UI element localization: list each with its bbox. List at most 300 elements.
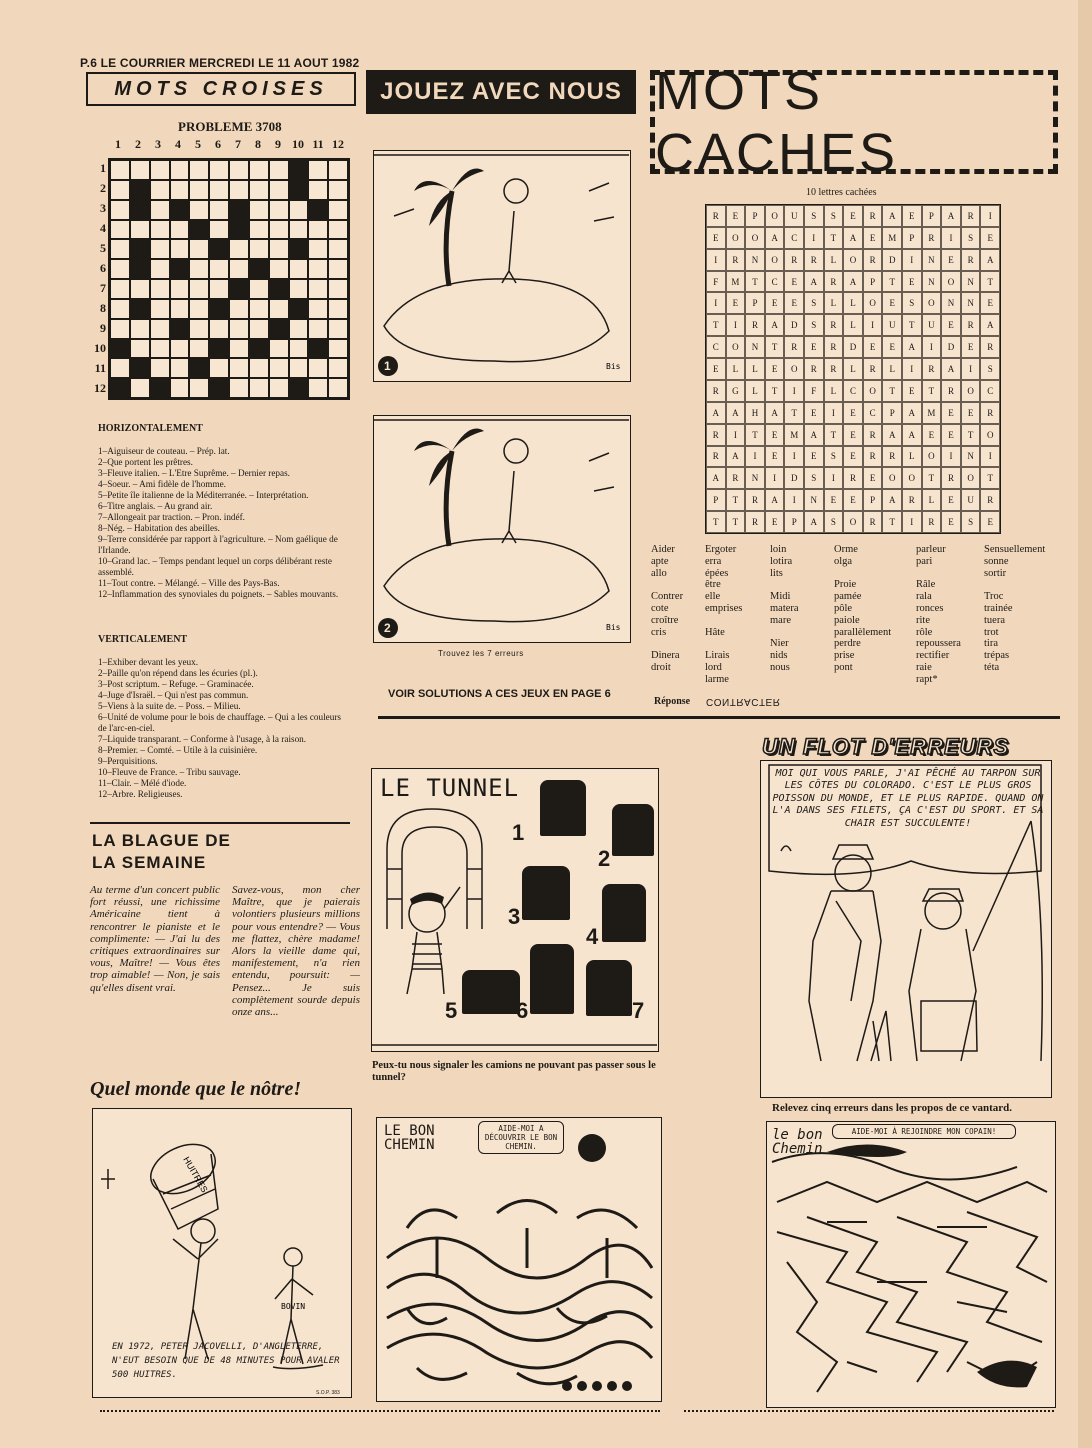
crossword-cell[interactable] [308,299,328,319]
letter-cell[interactable]: I [941,227,961,249]
letter-cell[interactable]: G [726,380,746,402]
letter-cell[interactable]: L [843,358,863,380]
crossword-cell[interactable] [130,319,150,339]
truck-1[interactable] [540,780,586,836]
crossword-cell[interactable] [209,319,229,339]
crossword-cell[interactable] [328,180,348,200]
letter-cell[interactable]: N [961,446,981,468]
letter-cell[interactable]: E [765,424,785,446]
crossword-cell[interactable] [328,358,348,378]
crossword-cell[interactable] [229,200,249,220]
crossword-cell[interactable] [150,279,170,299]
letter-cell[interactable]: L [843,314,863,336]
crossword-cell[interactable] [110,160,130,180]
letter-cell[interactable]: O [726,336,746,358]
crossword-cell[interactable] [308,279,328,299]
crossword-cell[interactable] [170,319,190,339]
letter-cell[interactable]: F [804,380,824,402]
letter-cell[interactable]: R [941,467,961,489]
letter-cell[interactable]: A [882,424,902,446]
crossword-cell[interactable] [308,239,328,259]
crossword-cell[interactable] [189,358,209,378]
letter-cell[interactable]: I [784,446,804,468]
letter-cell[interactable]: L [902,446,922,468]
crossword-cell[interactable] [328,220,348,240]
letter-cell[interactable]: E [843,424,863,446]
letter-cell[interactable]: E [843,489,863,511]
crossword-cell[interactable] [249,239,269,259]
crossword-cell[interactable] [289,378,309,398]
letter-cell[interactable]: S [824,446,844,468]
crossword-cell[interactable] [289,239,309,259]
letter-cell[interactable]: D [941,336,961,358]
letter-cell[interactable]: O [863,292,883,314]
letter-cell[interactable]: A [902,424,922,446]
letter-cell[interactable]: R [784,249,804,271]
crossword-cell[interactable] [229,259,249,279]
crossword-cell[interactable] [249,339,269,359]
letter-cell[interactable]: I [824,402,844,424]
crossword-cell[interactable] [249,378,269,398]
letter-cell[interactable]: E [941,314,961,336]
letter-grid[interactable] [705,204,1001,534]
letter-cell[interactable]: T [745,424,765,446]
letter-cell[interactable]: C [980,380,1000,402]
crossword-cell[interactable] [229,378,249,398]
letter-cell[interactable]: E [980,292,1000,314]
crossword-grid[interactable] [108,158,350,400]
crossword-cell[interactable] [328,319,348,339]
crossword-cell[interactable] [269,339,289,359]
truck-5[interactable] [462,970,520,1014]
crossword-cell[interactable] [249,319,269,339]
letter-cell[interactable]: A [980,314,1000,336]
letter-cell[interactable]: E [902,205,922,227]
letter-cell[interactable]: A [980,249,1000,271]
letter-cell[interactable]: R [824,271,844,293]
crossword-cell[interactable] [150,339,170,359]
crossword-cell[interactable] [308,200,328,220]
letter-cell[interactable]: U [922,314,942,336]
crossword-cell[interactable] [130,378,150,398]
letter-cell[interactable]: E [843,402,863,424]
letter-cell[interactable]: M [726,271,746,293]
letter-cell[interactable]: E [863,336,883,358]
letter-cell[interactable]: S [824,511,844,533]
letter-cell[interactable]: R [824,358,844,380]
letter-cell[interactable]: R [863,205,883,227]
crossword-cell[interactable] [269,358,289,378]
letter-cell[interactable]: O [922,446,942,468]
crossword-cell[interactable] [189,160,209,180]
crossword-cell[interactable] [150,220,170,240]
letter-cell[interactable]: T [706,314,726,336]
letter-cell[interactable]: E [843,446,863,468]
letter-cell[interactable]: I [980,205,1000,227]
crossword-cell[interactable] [130,239,150,259]
crossword-cell[interactable] [209,220,229,240]
crossword-cell[interactable] [328,339,348,359]
letter-cell[interactable]: E [765,358,785,380]
crossword-cell[interactable] [189,279,209,299]
letter-cell[interactable]: I [804,227,824,249]
letter-cell[interactable]: R [980,489,1000,511]
letter-cell[interactable]: E [726,292,746,314]
letter-cell[interactable]: I [902,249,922,271]
letter-cell[interactable]: A [882,205,902,227]
letter-cell[interactable]: C [765,271,785,293]
letter-cell[interactable]: P [784,511,804,533]
letter-cell[interactable]: D [882,249,902,271]
letter-cell[interactable]: T [882,380,902,402]
letter-cell[interactable]: F [706,271,726,293]
crossword-cell[interactable] [289,220,309,240]
crossword-cell[interactable] [170,160,190,180]
letter-cell[interactable]: T [922,380,942,402]
letter-cell[interactable]: T [902,314,922,336]
crossword-cell[interactable] [249,200,269,220]
letter-cell[interactable]: A [843,227,863,249]
crossword-cell[interactable] [189,378,209,398]
crossword-cell[interactable] [130,160,150,180]
letter-cell[interactable]: S [961,227,981,249]
letter-cell[interactable]: I [922,336,942,358]
letter-cell[interactable]: L [745,358,765,380]
crossword-cell[interactable] [170,279,190,299]
crossword-cell[interactable] [328,299,348,319]
letter-cell[interactable]: E [843,205,863,227]
letter-cell[interactable]: M [922,402,942,424]
letter-cell[interactable]: S [824,205,844,227]
crossword-cell[interactable] [308,339,328,359]
letter-cell[interactable]: E [824,489,844,511]
crossword-cell[interactable] [328,259,348,279]
letter-cell[interactable]: N [941,292,961,314]
letter-cell[interactable]: T [922,467,942,489]
crossword-cell[interactable] [289,180,309,200]
crossword-cell[interactable] [110,299,130,319]
letter-cell[interactable]: D [784,314,804,336]
letter-cell[interactable]: O [980,424,1000,446]
crossword-cell[interactable] [328,200,348,220]
crossword-cell[interactable] [328,160,348,180]
crossword-cell[interactable] [170,378,190,398]
crossword-cell[interactable] [189,180,209,200]
crossword-cell[interactable] [110,180,130,200]
crossword-cell[interactable] [130,180,150,200]
letter-cell[interactable]: N [745,249,765,271]
crossword-cell[interactable] [289,319,309,339]
letter-cell[interactable]: E [804,446,824,468]
crossword-cell[interactable] [189,239,209,259]
crossword-cell[interactable] [289,358,309,378]
crossword-cell[interactable] [130,279,150,299]
letter-cell[interactable]: E [706,227,726,249]
letter-cell[interactable]: R [882,446,902,468]
letter-cell[interactable]: I [765,467,785,489]
letter-cell[interactable]: S [902,292,922,314]
crossword-cell[interactable] [189,220,209,240]
letter-cell[interactable]: R [804,358,824,380]
crossword-cell[interactable] [249,220,269,240]
crossword-cell[interactable] [308,259,328,279]
crossword-cell[interactable] [269,180,289,200]
letter-cell[interactable]: T [745,271,765,293]
letter-cell[interactable]: E [784,271,804,293]
letter-cell[interactable]: A [804,424,824,446]
letter-cell[interactable]: P [745,205,765,227]
letter-cell[interactable]: O [784,358,804,380]
letter-cell[interactable]: R [824,314,844,336]
crossword-cell[interactable] [289,279,309,299]
letter-cell[interactable]: O [726,227,746,249]
letter-cell[interactable]: M [882,227,902,249]
letter-cell[interactable]: E [980,227,1000,249]
letter-cell[interactable]: E [941,489,961,511]
letter-cell[interactable]: R [922,511,942,533]
letter-cell[interactable]: N [745,467,765,489]
letter-cell[interactable]: E [765,446,785,468]
letter-cell[interactable]: S [804,467,824,489]
truck-3[interactable] [522,866,570,920]
letter-cell[interactable]: L [843,292,863,314]
letter-cell[interactable]: E [961,336,981,358]
letter-cell[interactable]: A [726,402,746,424]
crossword-cell[interactable] [189,259,209,279]
letter-cell[interactable]: T [980,271,1000,293]
letter-cell[interactable]: E [804,402,824,424]
letter-cell[interactable]: T [765,380,785,402]
letter-cell[interactable]: A [804,271,824,293]
letter-cell[interactable]: I [706,292,726,314]
letter-cell[interactable]: R [706,205,726,227]
letter-cell[interactable]: O [843,511,863,533]
letter-cell[interactable]: T [961,424,981,446]
crossword-cell[interactable] [269,200,289,220]
crossword-cell[interactable] [249,279,269,299]
crossword-cell[interactable] [209,160,229,180]
crossword-cell[interactable] [130,358,150,378]
letter-cell[interactable]: E [706,358,726,380]
letter-cell[interactable]: I [824,467,844,489]
letter-cell[interactable]: T [824,227,844,249]
letter-cell[interactable]: E [726,205,746,227]
letter-cell[interactable]: O [961,467,981,489]
letter-cell[interactable]: O [863,380,883,402]
crossword-cell[interactable] [189,339,209,359]
letter-cell[interactable]: E [980,511,1000,533]
crossword-cell[interactable] [130,299,150,319]
crossword-cell[interactable] [328,378,348,398]
letter-cell[interactable]: I [726,314,746,336]
letter-cell[interactable]: C [706,336,726,358]
letter-cell[interactable]: T [765,336,785,358]
letter-cell[interactable]: O [843,249,863,271]
letter-cell[interactable]: I [726,424,746,446]
crossword-cell[interactable] [170,358,190,378]
letter-cell[interactable]: O [882,467,902,489]
letter-cell[interactable]: R [980,402,1000,424]
letter-cell[interactable]: T [726,511,746,533]
letter-cell[interactable]: L [726,358,746,380]
crossword-cell[interactable] [289,259,309,279]
crossword-cell[interactable] [308,319,328,339]
crossword-cell[interactable] [110,378,130,398]
letter-cell[interactable]: M [784,424,804,446]
letter-cell[interactable]: E [765,292,785,314]
letter-cell[interactable]: R [863,358,883,380]
letter-cell[interactable]: I [941,446,961,468]
letter-cell[interactable]: T [882,271,902,293]
letter-cell[interactable]: U [784,205,804,227]
crossword-cell[interactable] [189,319,209,339]
letter-cell[interactable]: A [726,446,746,468]
letter-cell[interactable]: L [745,380,765,402]
crossword-cell[interactable] [308,220,328,240]
crossword-cell[interactable] [269,319,289,339]
letter-cell[interactable]: R [843,467,863,489]
crossword-cell[interactable] [269,220,289,240]
crossword-cell[interactable] [209,259,229,279]
letter-cell[interactable]: A [902,402,922,424]
letter-cell[interactable]: R [706,446,726,468]
letter-cell[interactable]: L [824,380,844,402]
letter-cell[interactable]: S [804,314,824,336]
crossword-cell[interactable] [328,239,348,259]
letter-cell[interactable]: R [824,336,844,358]
letter-cell[interactable]: D [843,336,863,358]
crossword-cell[interactable] [110,259,130,279]
crossword-cell[interactable] [170,239,190,259]
letter-cell[interactable]: L [882,358,902,380]
letter-cell[interactable]: R [922,358,942,380]
letter-cell[interactable]: E [882,336,902,358]
letter-cell[interactable]: U [882,314,902,336]
crossword-cell[interactable] [170,220,190,240]
crossword-cell[interactable] [289,299,309,319]
crossword-cell[interactable] [249,358,269,378]
crossword-cell[interactable] [150,299,170,319]
letter-cell[interactable]: E [922,424,942,446]
letter-cell[interactable]: I [902,511,922,533]
letter-cell[interactable]: E [941,402,961,424]
crossword-cell[interactable] [170,200,190,220]
letter-cell[interactable]: I [745,446,765,468]
crossword-cell[interactable] [170,339,190,359]
letter-cell[interactable]: A [765,402,785,424]
letter-cell[interactable]: R [706,424,726,446]
letter-cell[interactable]: R [961,249,981,271]
crossword-cell[interactable] [150,160,170,180]
maze-1-panel[interactable] [376,1117,662,1402]
letter-cell[interactable]: R [706,380,726,402]
letter-cell[interactable]: P [745,292,765,314]
letter-cell[interactable]: N [922,249,942,271]
letter-cell[interactable]: A [902,336,922,358]
letter-cell[interactable]: S [804,292,824,314]
letter-cell[interactable]: A [765,489,785,511]
letter-cell[interactable]: O [902,467,922,489]
crossword-cell[interactable] [110,200,130,220]
crossword-cell[interactable] [130,200,150,220]
crossword-cell[interactable] [209,299,229,319]
letter-cell[interactable]: I [784,489,804,511]
crossword-cell[interactable] [229,299,249,319]
letter-cell[interactable]: R [745,314,765,336]
letter-cell[interactable]: A [843,271,863,293]
crossword-cell[interactable] [289,160,309,180]
letter-cell[interactable]: O [961,380,981,402]
letter-cell[interactable]: T [980,467,1000,489]
letter-cell[interactable]: R [941,380,961,402]
crossword-cell[interactable] [308,378,328,398]
letter-cell[interactable]: S [804,205,824,227]
crossword-cell[interactable] [150,319,170,339]
letter-cell[interactable]: R [726,249,746,271]
crossword-cell[interactable] [150,180,170,200]
crossword-cell[interactable] [110,319,130,339]
crossword-cell[interactable] [308,180,328,200]
letter-cell[interactable]: R [922,227,942,249]
crossword-cell[interactable] [209,339,229,359]
letter-cell[interactable]: I [784,380,804,402]
crossword-cell[interactable] [289,200,309,220]
crossword-cell[interactable] [249,299,269,319]
letter-cell[interactable]: N [922,271,942,293]
letter-cell[interactable]: P [922,205,942,227]
letter-cell[interactable]: R [745,489,765,511]
crossword-cell[interactable] [289,339,309,359]
crossword-cell[interactable] [110,339,130,359]
letter-cell[interactable]: E [765,511,785,533]
letter-cell[interactable]: O [941,271,961,293]
letter-cell[interactable]: S [980,358,1000,380]
letter-cell[interactable]: E [961,402,981,424]
crossword-cell[interactable] [170,180,190,200]
crossword-cell[interactable] [229,239,249,259]
letter-cell[interactable]: A [941,205,961,227]
letter-cell[interactable]: R [902,489,922,511]
letter-cell[interactable]: R [784,336,804,358]
letter-cell[interactable]: E [784,292,804,314]
crossword-cell[interactable] [229,279,249,299]
crossword-cell[interactable] [269,279,289,299]
crossword-cell[interactable] [249,180,269,200]
letter-cell[interactable]: R [863,424,883,446]
letter-cell[interactable]: R [804,249,824,271]
letter-cell[interactable]: A [765,227,785,249]
letter-cell[interactable]: L [922,489,942,511]
letter-cell[interactable]: P [863,271,883,293]
letter-cell[interactable]: L [824,249,844,271]
crossword-cell[interactable] [110,358,130,378]
crossword-cell[interactable] [209,378,229,398]
crossword-cell[interactable] [269,378,289,398]
letter-cell[interactable]: O [765,205,785,227]
letter-cell[interactable]: E [804,336,824,358]
letter-cell[interactable]: E [902,380,922,402]
letter-cell[interactable]: P [863,489,883,511]
crossword-cell[interactable] [249,259,269,279]
crossword-cell[interactable] [229,339,249,359]
letter-cell[interactable]: N [745,336,765,358]
letter-cell[interactable]: A [804,511,824,533]
letter-cell[interactable]: R [863,249,883,271]
letter-cell[interactable]: I [863,314,883,336]
letter-cell[interactable]: P [882,402,902,424]
crossword-cell[interactable] [308,160,328,180]
letter-cell[interactable]: C [863,402,883,424]
